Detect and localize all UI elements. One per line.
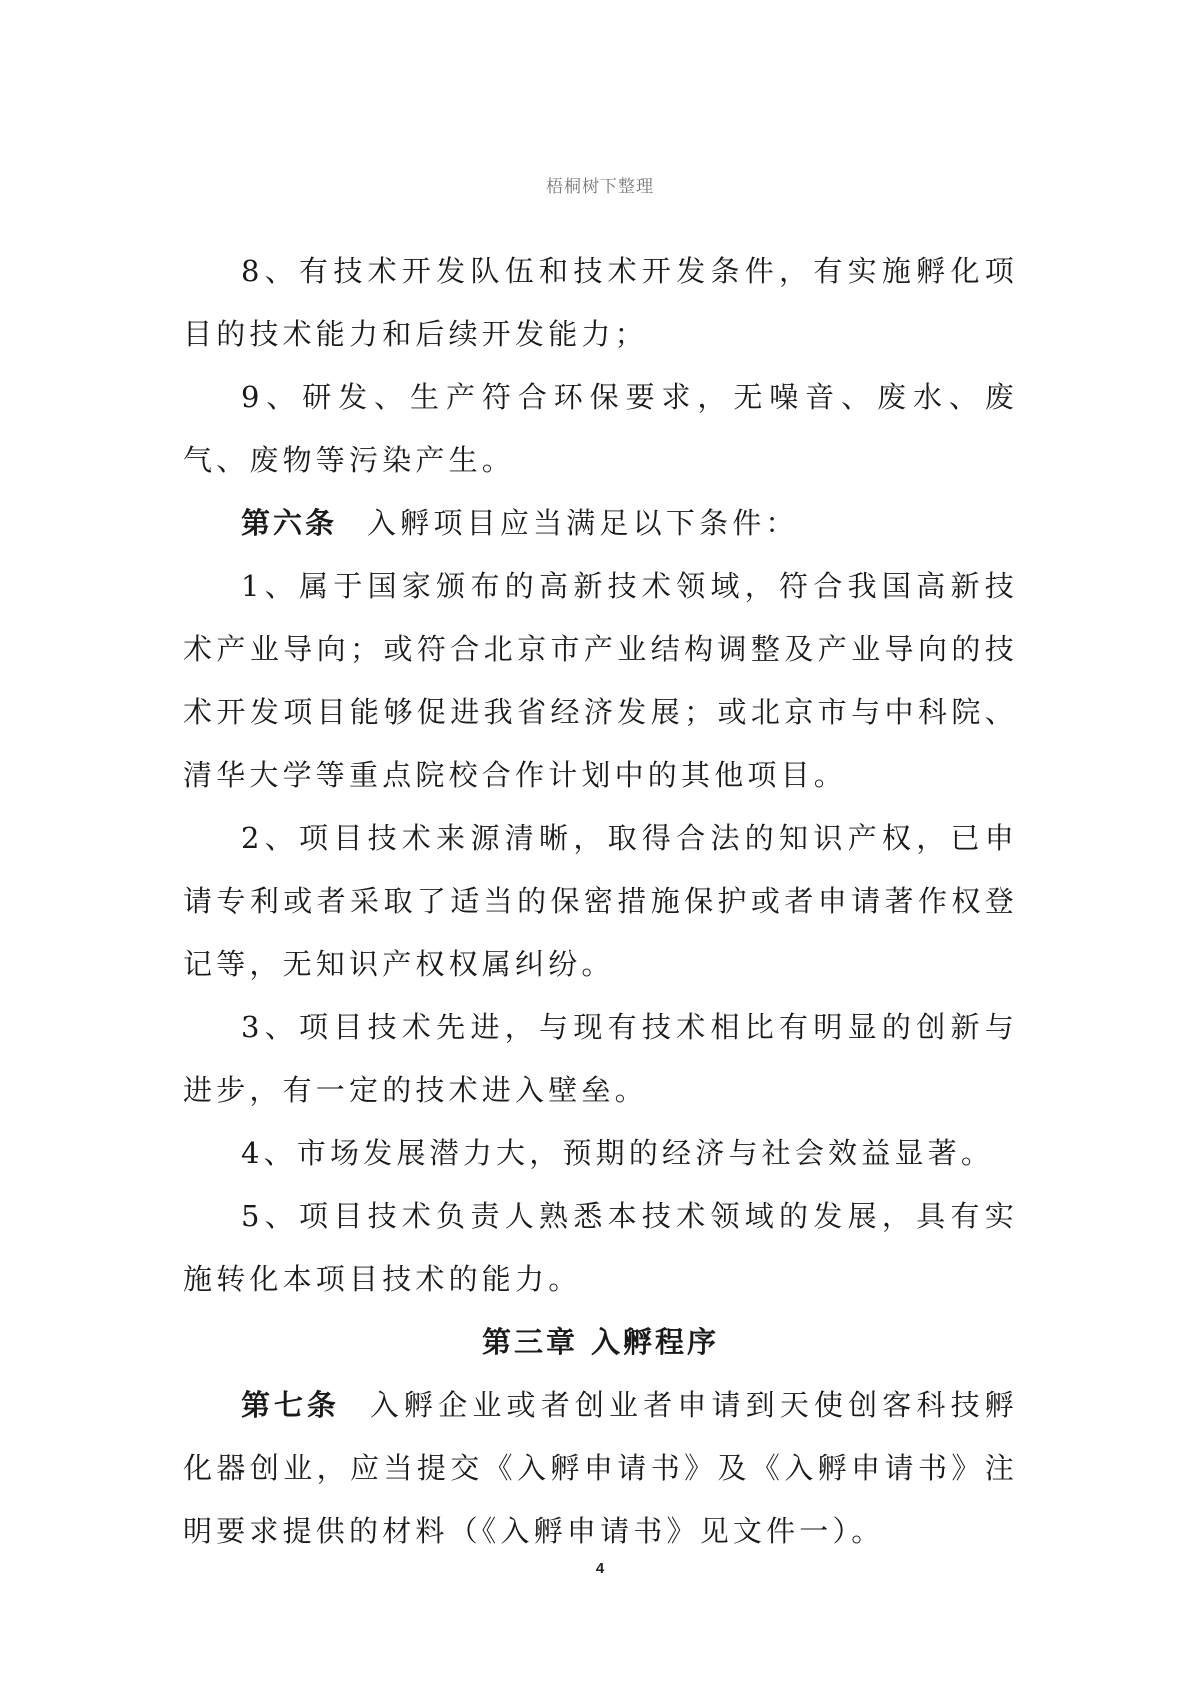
article-6-paragraph [183, 492, 1018, 555]
article-7-text: 入孵企业或者创业者申请到天使创客科技孵化器创业，应当提交《入孵申请书》及《入孵申请书》注明要求提供的材料（《入孵申请书》见文件一）。 [183, 1388, 1018, 1548]
article-6-label: 第六条 [241, 506, 338, 540]
page-number: 4 [595, 1560, 605, 1577]
article-7-paragraph [183, 1374, 1018, 1563]
article-6-text: 入孵项目应当满足以下条件： [367, 506, 799, 540]
condition-3: 3、项目技术先进，与现有技术相比有明显的创新与进步，有一定的技术进入壁垒。 [183, 1010, 1018, 1107]
document-body [183, 240, 1018, 1563]
condition-2: 2、项目技术来源清晰，取得合法的知识产权，已申请专利或者采取了适当的保密措施保护或者申请著作权登记等，无知识产权权属纠纷。 [183, 821, 1018, 981]
condition-5: 5、项目技术负责人熟悉本技术领域的发展，具有实施转化本项目技术的能力。 [183, 1199, 1018, 1296]
paragraph-item-9: 9、研发、生产符合环保要求，无噪音、废水、废气、废物等污染产生。 [183, 380, 1018, 477]
chapter-heading: 第三章 入孵程序 [481, 1325, 720, 1359]
condition-1: 1、属于国家颁布的高新技术领域，符合我国高新技术产业导向；或符合北京市产业结构调整及产业导向的技术开发项目能够促进我省经济发展；或北京市与中科院、清华大学等重点院校合作计划中的其他项目。 [183, 569, 1018, 792]
condition-4: 4、市场发展潜力大，预期的经济与社会效益显著。 [241, 1136, 995, 1170]
article-7-label: 第七条 [241, 1388, 340, 1422]
page-header: 梧桐树下整理 [546, 177, 654, 197]
paragraph-item-8: 8、有技术开发队伍和技术开发条件，有实施孵化项目的技术能力和后续开发能力； [183, 254, 1018, 351]
